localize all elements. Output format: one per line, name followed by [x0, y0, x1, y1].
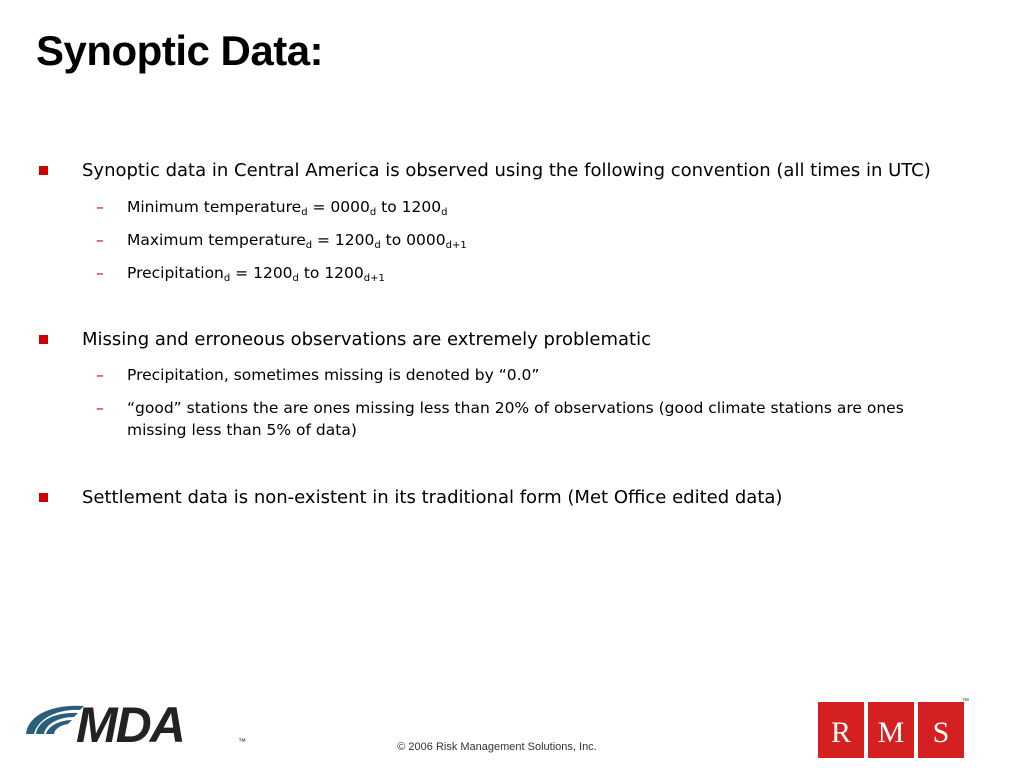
bullet-item — [82, 487, 782, 509]
dash-bullet-icon: – — [96, 366, 104, 384]
rms-letter-m: M — [877, 716, 905, 749]
sub-bullet-text: = 1200 — [312, 231, 375, 249]
sub-bullet-text: Precipitation — [127, 264, 224, 282]
bullet-text: Missing and erroneous observations are extremely problematic — [82, 329, 651, 350]
sub-bullet-text: to 1200 — [376, 198, 442, 216]
dash-bullet-icon: – — [96, 198, 104, 216]
rms-logo — [818, 697, 970, 759]
sub-bullet-text: Precipitation, sometimes missing is denoted by “0.0” — [127, 366, 540, 384]
sub-bullet-item — [96, 397, 957, 441]
sub-bullet-text: “good” stations the are ones missing less than 20% of observations (good climate stations are ones missing less than 5% of data) — [127, 399, 904, 439]
subscript: d+1 — [445, 240, 467, 251]
sub-bullet-text: to 0000 — [380, 231, 446, 249]
dash-bullet-icon: – — [96, 264, 104, 282]
rms-trademark: ™ — [962, 698, 969, 705]
bullet-text: Synoptic data in Central America is observed using the following convention (all times in UTC) — [82, 160, 931, 181]
slide-title: Synoptic Data: — [36, 27, 324, 74]
rms-letter-r: R — [830, 716, 852, 749]
sub-bullet-item — [96, 262, 957, 284]
mda-trademark: ™ — [238, 737, 246, 746]
subscript: d — [223, 273, 231, 284]
sub-bullet-text: to 1200 — [298, 264, 364, 282]
sub-bullet-text: = 0000 — [307, 198, 370, 216]
sub-bullet-text: = 1200 — [230, 264, 293, 282]
dash-bullet-icon: – — [96, 231, 104, 249]
square-bullet-icon — [39, 166, 48, 175]
bullet-text: Settlement data is non-existent in its traditional form (Met Office edited data) — [82, 487, 783, 508]
sub-bullet-item — [96, 196, 957, 218]
subscript: d — [374, 240, 381, 251]
subscript: d — [369, 207, 377, 218]
copyright-text: © 2006 Risk Management Solutions, Inc. — [397, 741, 597, 753]
square-bullet-icon — [39, 493, 48, 502]
bullet-item — [82, 329, 651, 351]
square-bullet-icon — [39, 335, 48, 344]
sub-bullet-text: Maximum temperature — [127, 231, 306, 249]
subscript: d — [301, 207, 308, 218]
sub-bullet-item — [96, 229, 957, 251]
mda-logo-text: MDA — [76, 697, 184, 748]
subscript: d+1 — [363, 273, 385, 284]
subscript: d — [292, 273, 299, 284]
sub-bullet-text: Minimum temperature — [127, 198, 302, 216]
bullet-item — [82, 160, 931, 182]
subscript: d — [305, 240, 313, 251]
dash-bullet-icon: – — [96, 399, 104, 417]
rms-letter-s: S — [932, 716, 950, 749]
subscript: d — [441, 207, 448, 218]
mda-swoosh-icon — [24, 706, 84, 740]
sub-bullet-item — [96, 364, 957, 386]
